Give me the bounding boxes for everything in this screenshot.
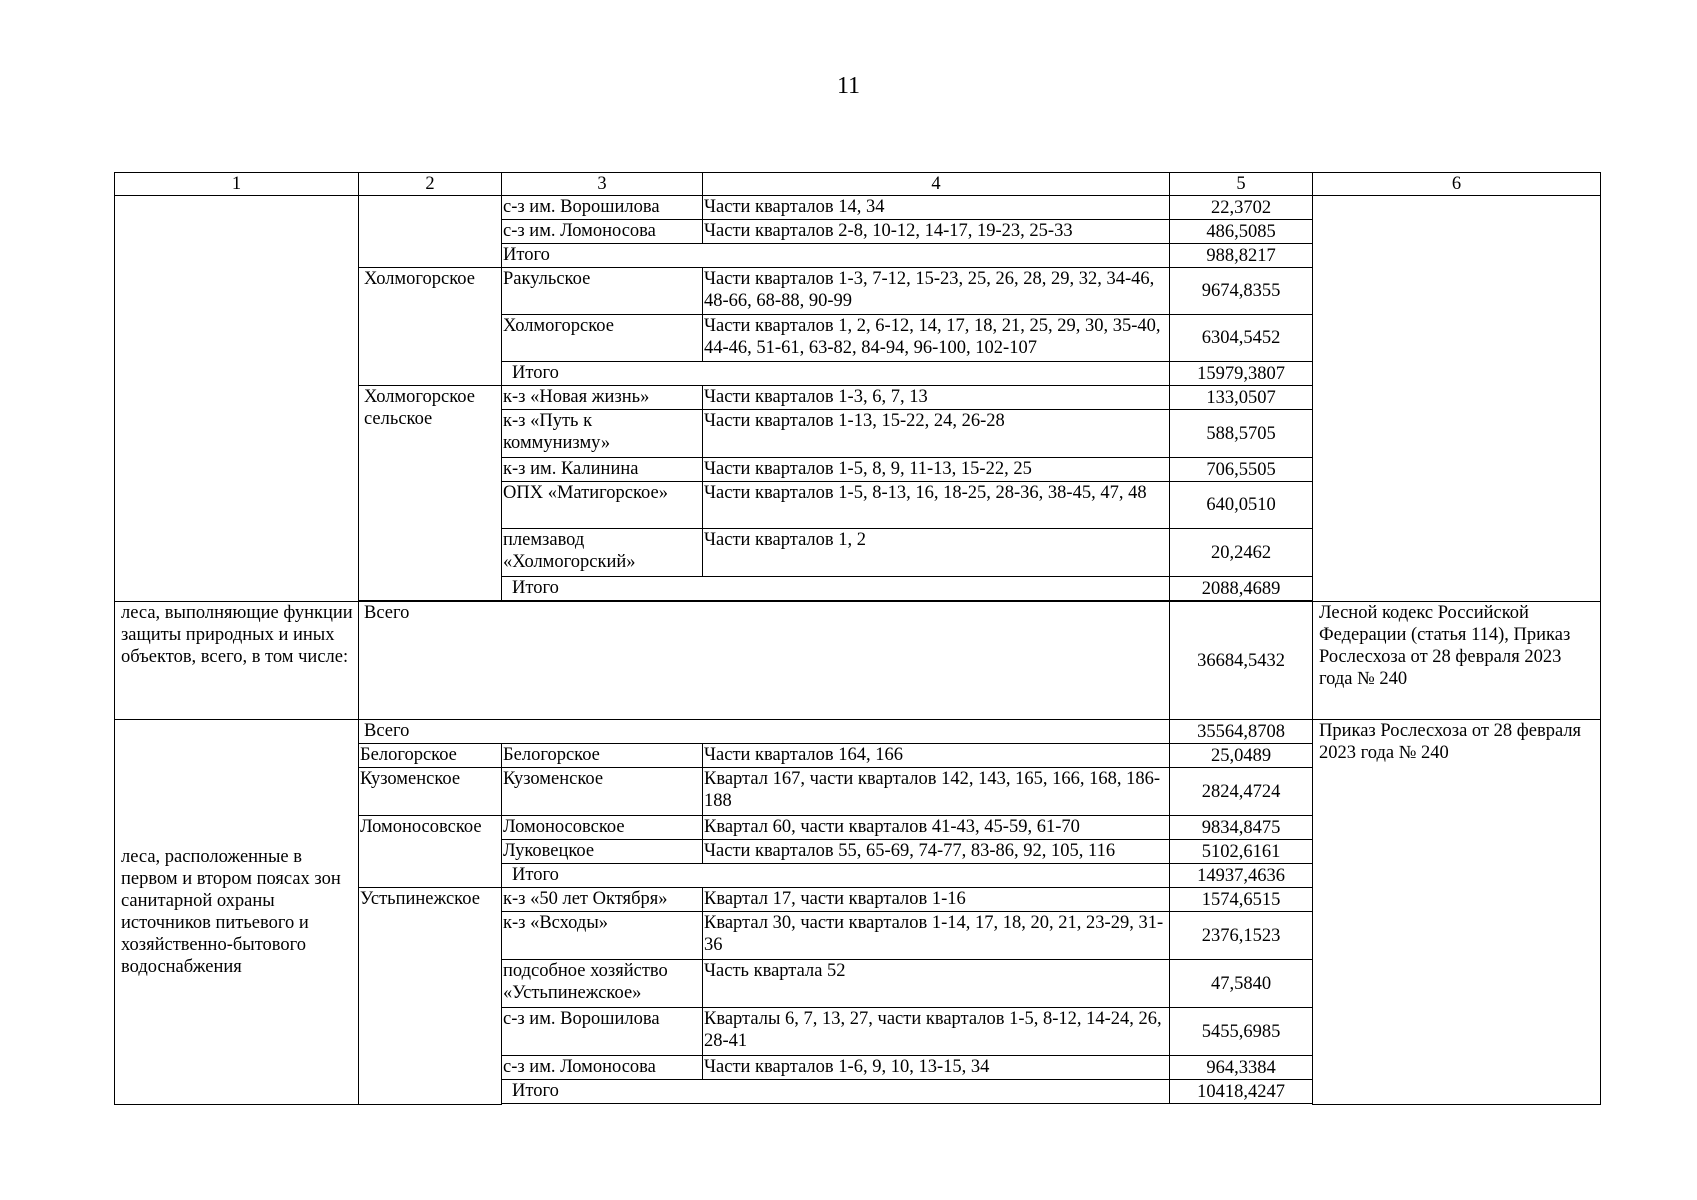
area-name: ОПХ «Матигорское» [502, 482, 703, 529]
area-name: Луковецкое [502, 840, 703, 864]
empty-cell [359, 196, 502, 268]
district-name: Кузоменское [359, 768, 502, 816]
column-number-row [115, 173, 1601, 196]
total-label: Всего [359, 720, 1170, 744]
area-value: 964,3384 [1170, 1056, 1313, 1080]
district-name: Ломоносовское [359, 816, 502, 888]
area-name: с-з им. Ворошилова [502, 196, 703, 220]
area-name: к-з «Всходы» [502, 912, 703, 960]
area-value: 2376,1523 [1170, 912, 1313, 960]
subtotal-value: 14937,4636 [1170, 864, 1313, 888]
area-value: 9674,8355 [1170, 268, 1313, 315]
column-number: 1 [115, 173, 359, 196]
total-value: 35564,8708 [1170, 720, 1313, 744]
quarters-description: Части кварталов 1-6, 9, 10, 13-15, 34 [703, 1056, 1170, 1080]
subtotal-value: 988,8217 [1170, 244, 1313, 268]
page-number: 11 [836, 73, 861, 99]
area-value: 20,2462 [1170, 529, 1313, 577]
area-value: 588,5705 [1170, 410, 1313, 458]
quarters-description: Квартал 60, части кварталов 41-43, 45-59, 61-70 [703, 816, 1170, 840]
area-value: 25,0489 [1170, 744, 1313, 768]
area-name: с-з им. Ломоносова [502, 220, 703, 244]
area-name: с-з им. Ломоносова [502, 1056, 703, 1080]
district-name: Белогорское [359, 744, 502, 768]
district-name: Холмогорское [359, 268, 502, 386]
area-name: Белогорское [502, 744, 703, 768]
table-row [115, 602, 1601, 720]
table-row [115, 720, 1601, 744]
empty-cell [1313, 196, 1601, 602]
subtotal-label: Итого [502, 244, 1170, 268]
district-name: Холмогорское сельское [359, 386, 502, 601]
table-row [115, 196, 1601, 220]
area-name: с-з им. Ворошилова [502, 1008, 703, 1056]
area-value: 22,3702 [1170, 196, 1313, 220]
quarters-description: Часть квартала 52 [703, 960, 1170, 1008]
area-value: 5455,6985 [1170, 1008, 1313, 1056]
quarters-description: Части кварталов 1-13, 15-22, 24, 26-28 [703, 410, 1170, 458]
area-name: к-з «Путь к коммунизму» [502, 410, 703, 458]
area-value: 9834,8475 [1170, 816, 1313, 840]
area-value: 640,0510 [1170, 482, 1313, 529]
legal-basis: Приказ Рослесхоза от 28 февраля 2023 года № 240 [1313, 720, 1601, 1105]
area-value: 1574,6515 [1170, 888, 1313, 912]
total-label: Всего [359, 602, 1170, 720]
area-value: 6304,5452 [1170, 315, 1313, 362]
area-name: к-з «50 лет Октября» [502, 888, 703, 912]
area-name: к-з им. Калинина [502, 458, 703, 482]
subtotal-label: Итого [502, 362, 1170, 386]
area-name: племзавод «Холмогорский» [502, 529, 703, 577]
subtotal-value: 10418,4247 [1170, 1080, 1313, 1104]
quarters-description: Квартал 17, части кварталов 1-16 [703, 888, 1170, 912]
forest-table [114, 172, 1601, 1105]
area-name: Ломоносовское [502, 816, 703, 840]
legal-basis: Лесной кодекс Российской Федерации (статья 114), Приказ Рослесхоза от 28 февраля 2023 года № 240 [1313, 602, 1601, 720]
spacer-cell [502, 1104, 1313, 1105]
total-value: 36684,5432 [1170, 602, 1313, 720]
column-number: 6 [1313, 173, 1601, 196]
subtotal-value: 2088,4689 [1170, 577, 1313, 601]
area-value: 133,0507 [1170, 386, 1313, 410]
quarters-description: Части кварталов 14, 34 [703, 196, 1170, 220]
district-name: Устьпинежское [359, 888, 502, 1105]
quarters-description: Части кварталов 164, 166 [703, 744, 1170, 768]
column-number: 4 [703, 173, 1170, 196]
empty-cell [115, 196, 359, 602]
area-name: Кузоменское [502, 768, 703, 816]
quarters-description: Квартал 167, части кварталов 142, 143, 165, 166, 168, 186-188 [703, 768, 1170, 816]
quarters-description: Части кварталов 1-3, 7-12, 15-23, 25, 26, 28, 29, 32, 34-46, 48-66, 68-88, 90-99 [703, 268, 1170, 315]
area-value: 5102,6161 [1170, 840, 1313, 864]
area-value: 486,5085 [1170, 220, 1313, 244]
column-number: 3 [502, 173, 703, 196]
area-name: подсобное хозяйство «Устьпинежское» [502, 960, 703, 1008]
category-description: леса, выполняющие функции защиты природных и иных объектов, всего, в том числе: [115, 602, 359, 720]
subtotal-label: Итого [502, 864, 1170, 888]
quarters-description: Кварталы 6, 7, 13, 27, части кварталов 1-5, 8-12, 14-24, 26, 28-41 [703, 1008, 1170, 1056]
column-number: 5 [1170, 173, 1313, 196]
quarters-description: Части кварталов 2-8, 10-12, 14-17, 19-23, 25-33 [703, 220, 1170, 244]
quarters-description: Части кварталов 55, 65-69, 74-77, 83-86, 92, 105, 116 [703, 840, 1170, 864]
quarters-description: Квартал 30, части кварталов 1-14, 17, 18, 20, 21, 23-29, 31-36 [703, 912, 1170, 960]
area-value: 47,5840 [1170, 960, 1313, 1008]
area-name: к-з «Новая жизнь» [502, 386, 703, 410]
column-number: 2 [359, 173, 502, 196]
area-name: Ракульское [502, 268, 703, 315]
area-value: 2824,4724 [1170, 768, 1313, 816]
area-name: Холмогорское [502, 315, 703, 362]
category-description: леса, расположенные в первом и втором поясах зон санитарной охраны источников питьевого и хозяйственно-бытового водоснабжения [115, 720, 359, 1105]
quarters-description: Части кварталов 1, 2, 6-12, 14, 17, 18, 21, 25, 29, 30, 35-40, 44-46, 51-61, 63-82, 84-94, 96-100, 102-107 [703, 315, 1170, 362]
quarters-description: Части кварталов 1-5, 8-13, 16, 18-25, 28-36, 38-45, 47, 48 [703, 482, 1170, 529]
subtotal-value: 15979,3807 [1170, 362, 1313, 386]
subtotal-label: Итого [502, 577, 1170, 601]
quarters-description: Части кварталов 1-3, 6, 7, 13 [703, 386, 1170, 410]
quarters-description: Части кварталов 1, 2 [703, 529, 1170, 577]
quarters-description: Части кварталов 1-5, 8, 9, 11-13, 15-22, 25 [703, 458, 1170, 482]
subtotal-label: Итого [502, 1080, 1170, 1104]
area-value: 706,5505 [1170, 458, 1313, 482]
